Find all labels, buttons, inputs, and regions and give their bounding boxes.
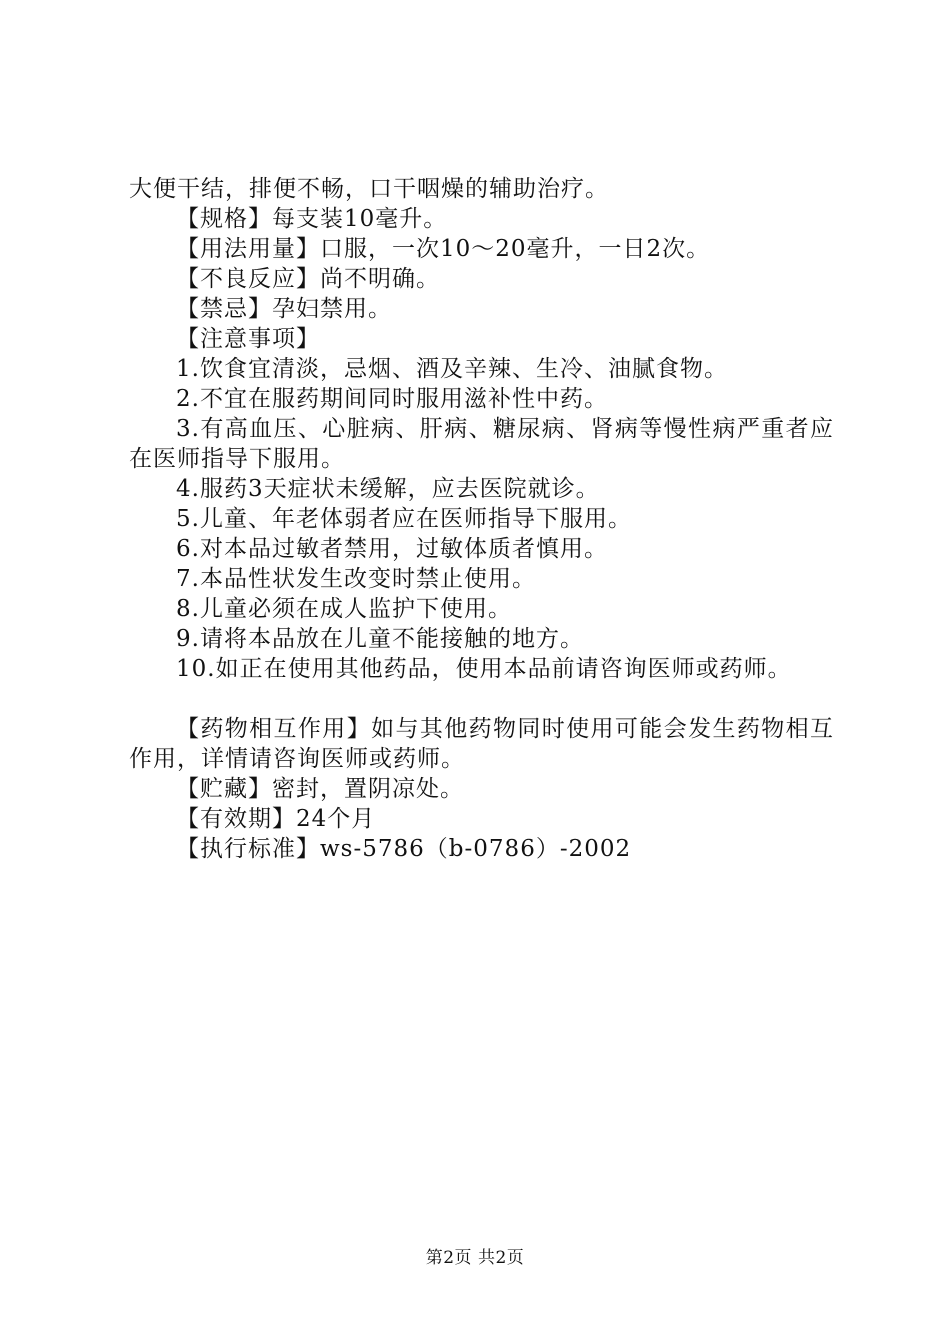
text-line-continuation: 大便干结，排便不畅，口干咽燥的辅助治疗。 — [129, 176, 609, 202]
precaution-item-9: 9.请将本品放在儿童不能接触的地方。 — [176, 626, 584, 652]
page-footer: 第2页 共2页 — [425, 1248, 525, 1268]
precaution-item-4: 4.服药3天症状未缓解，应去医院就诊。 — [176, 476, 600, 502]
precautions-heading: 【注意事项】 — [176, 326, 320, 352]
document-body — [129, 174, 834, 864]
dosage-line: 【用法用量】口服，一次10～20毫升，一日2次。 — [176, 236, 711, 262]
precaution-item-3: 3.有高血压、心脏病、肝病、糖尿病、肾病等慢性病严重者应在医师指导下服用。 — [129, 416, 834, 472]
standard-line: 【执行标准】ws-5786（b-0786）-2002 — [176, 836, 632, 862]
spec-line: 【规格】每支装10毫升。 — [176, 206, 448, 232]
precaution-item-6: 6.对本品过敏者禁用，过敏体质者慎用。 — [176, 536, 608, 562]
precaution-item-5: 5.儿童、年老体弱者应在医师指导下服用。 — [176, 506, 632, 532]
precaution-item-10: 10.如正在使用其他药品，使用本品前请咨询医师或药师。 — [176, 656, 792, 682]
precaution-item-2: 2.不宜在服药期间同时服用滋补性中药。 — [176, 386, 608, 412]
drug-interactions-paragraph: 【药物相互作用】如与其他药物同时使用可能会发生药物相互作用，详情请咨询医师或药师。 — [129, 716, 834, 772]
shelf-life-line: 【有效期】24个月 — [176, 806, 376, 832]
precaution-item-8: 8.儿童必须在成人监护下使用。 — [176, 596, 512, 622]
precaution-item-1: 1.饮食宜清淡，忌烟、酒及辛辣、生冷、油腻食物。 — [176, 356, 728, 382]
adverse-reactions-line: 【不良反应】尚不明确。 — [176, 266, 440, 292]
paragraph-gap — [129, 684, 834, 714]
precaution-item-7: 7.本品性状发生改变时禁止使用。 — [176, 566, 536, 592]
storage-line: 【贮藏】密封，置阴凉处。 — [176, 776, 464, 802]
contraindications-line: 【禁忌】孕妇禁用。 — [176, 296, 392, 322]
